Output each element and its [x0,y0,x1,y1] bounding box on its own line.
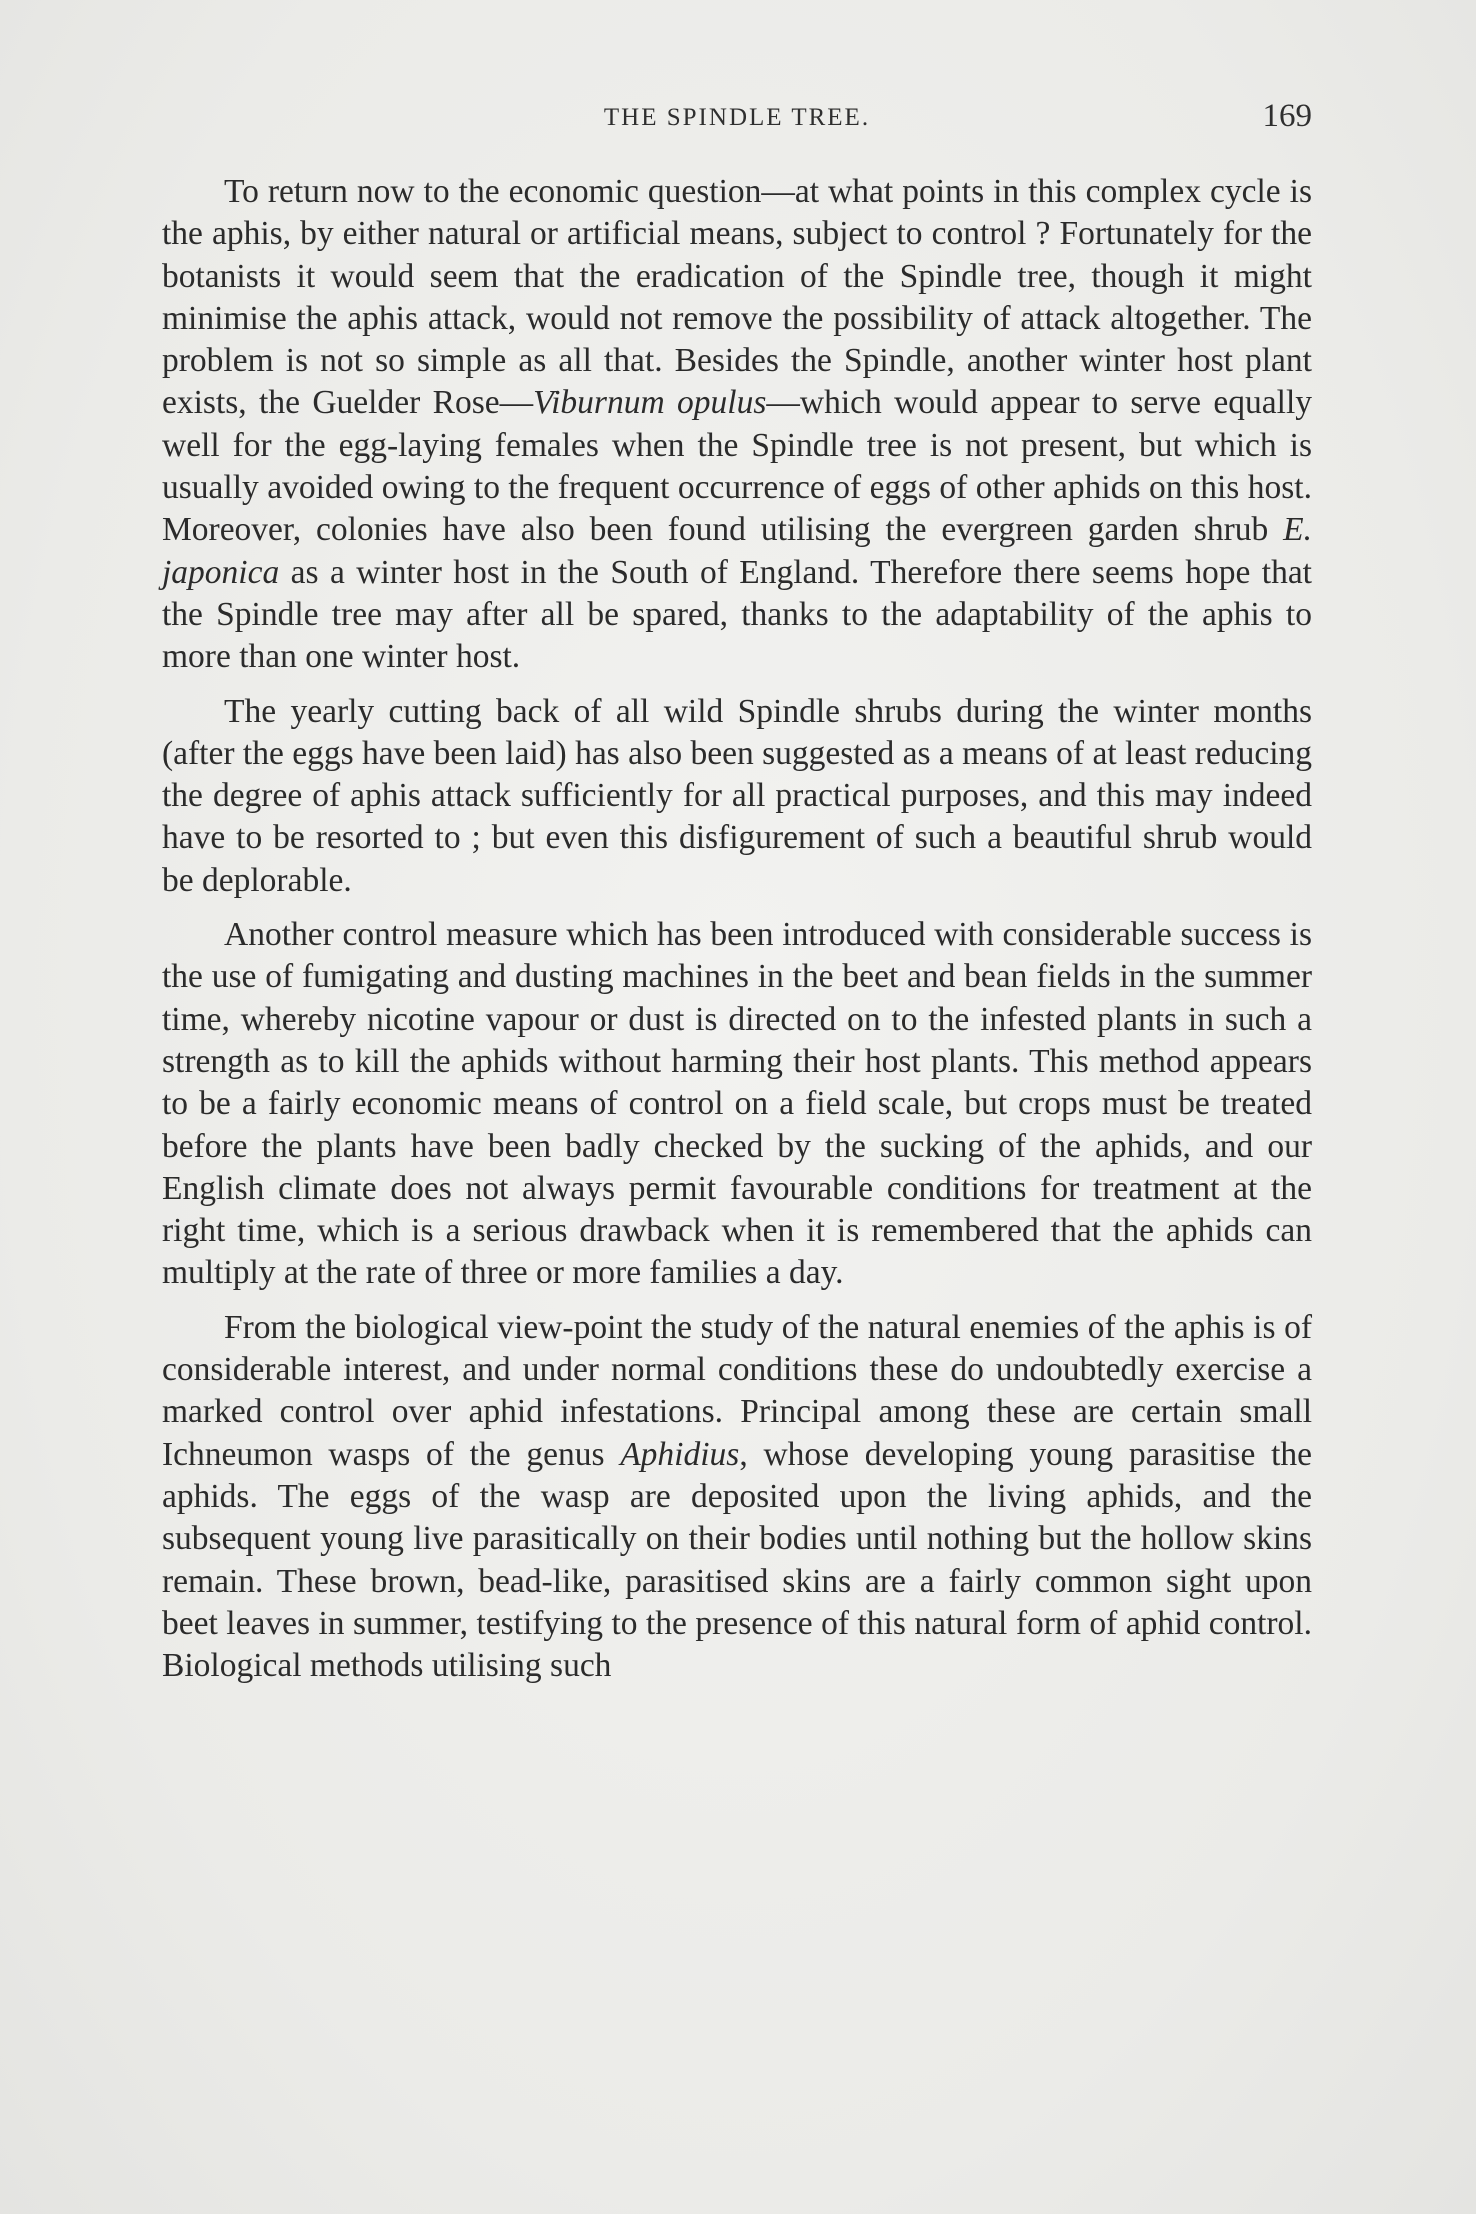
paragraph-4 [162,1307,1312,1688]
text-run: as a winter host in the South of England. Therefore there seems hope that the Spindle tree may after all be spared, thanks to the adaptability of the aphis to more than one winter host. [162,553,1312,676]
running-title: THE SPINDLE TREE. [603,104,871,131]
page-number: 169 [1262,98,1312,134]
body-text [162,171,1312,1699]
text-run: —which would appear to serve equally well for the egg-laying females when the Spindle tree is not present, but which is usually avoided owing to the frequent occurrence of eggs of other aphids on this host. Moreover, colonies have also been found utilising the evergreen garden shrub [162,384,1312,549]
paragraph-3 [162,914,1312,1295]
italic-species-name: Viburnum opulus [533,384,767,422]
text-run: Another control measure which has been introduced with considerable success is the use of fumigating and dusting machines in the beet and bean fields in the summer time, whereby nicotine vapour or dust is directed on to the infested plants in such a strength as to kill the aphids without harming their host plants. This method appears to be a fairly economic means of control on a field scale, but crops must be treated before the plants have been badly checked by the sucking of the aphids, and our English climate does not always permit favourable conditions for treatment at the right time, which is a serious drawback when it is remembered that the aphids can multiply at the rate of three or more families a day. [162,916,1312,1292]
text-run: From the biological view-point the study of the natural enemies of the aphis is of considerable interest, and under normal conditions these do undoubtedly exercise a marked control over aphid infestations. Principal among these are certain small Ichneumon wasps of the genus [162,1308,1312,1473]
italic-genus-name: Aphidius [620,1435,740,1473]
paragraph-1 [162,171,1312,679]
italic-species-name: E. japonica [162,511,1312,591]
text-run: To return now to the economic question—at what points in this complex cycle is the aphis, by either natural or artificial means, subject to control ? Fortunately for the botanists it would seem that the eradication of the Spindle tree, though it might minimise the aphis attack, would not remove the possibility of attack altogether. The problem is not so simple as all that. Besides the Spindle, another winter host plant exists, the Guelder Rose— [162,173,1312,422]
text-run: , whose developing young parasitise the aphids. The eggs of the wasp are deposited upon the living aphids, and the subsequent young live parasitically on their bodies until nothing but the hollow skins remain. These brown, bead-like, parasitised skins are a fairly common sight upon beet leaves in summer, testifying to the presence of this natural form of aphid control. Biological methods utilising such [162,1435,1312,1685]
running-head [162,98,1312,144]
text-run: The yearly cutting back of all wild Spindle shrubs during the winter months (after the eggs have been laid) has also been suggested as a means of at least reducing the degree of aphis attack sufficiently for all practical purposes, and this may indeed have to be resorted to ; but even this disfigurement of such a beautiful shrub would be deplorable. [162,692,1312,899]
paragraph-2 [162,691,1312,902]
